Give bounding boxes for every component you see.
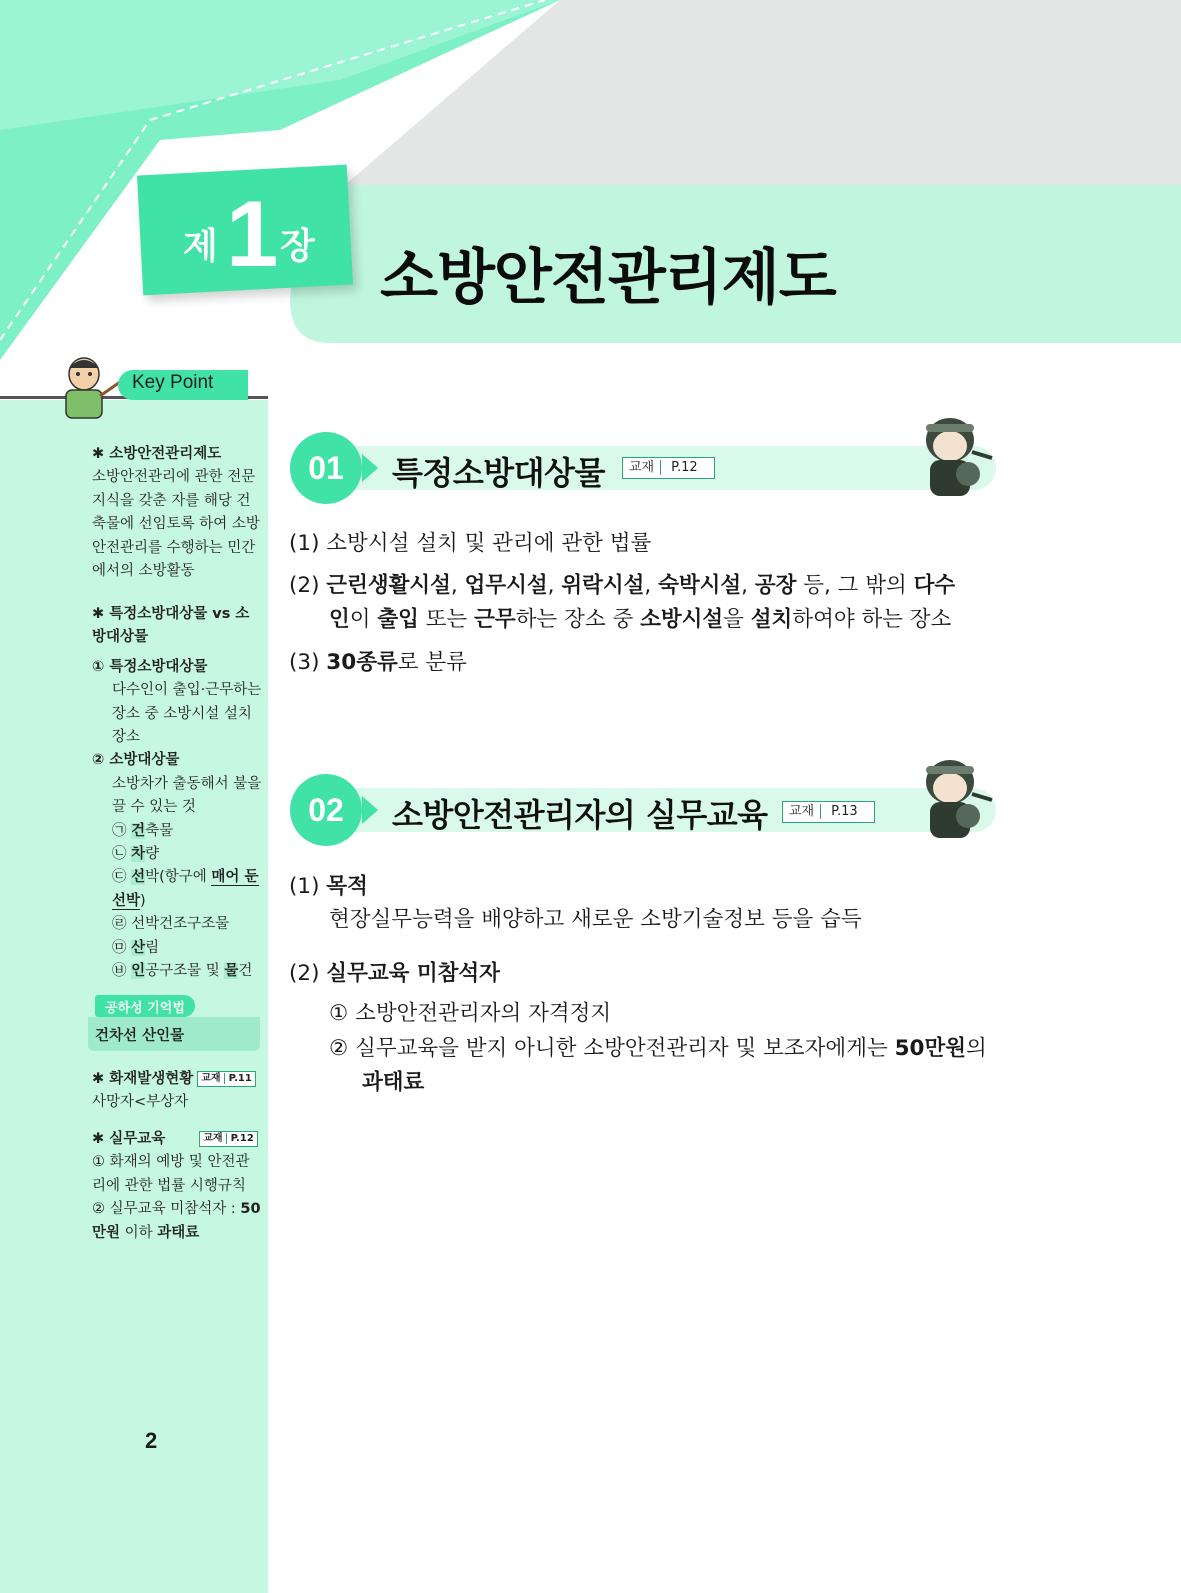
list-item: ㉠ 건축물 — [112, 822, 174, 839]
chapter-title: 소방안전관리제도 — [380, 243, 836, 313]
sidebar-heading: ✱ 화재발생현황 교재 P.11 — [92, 1068, 262, 1091]
section-number: 01 — [290, 432, 362, 504]
teacher-character-icon — [52, 352, 122, 422]
sidebar-item-text: 소방차가 출동해서 불을 끌 수 있는 것 — [112, 775, 262, 816]
list-item: ㉥ 인공구조물 및 물건 — [112, 963, 253, 980]
sidebar-block-training — [92, 1128, 262, 1245]
paragraph: (1) 소방시설 설치 및 관리에 관한 법률 — [289, 531, 652, 556]
sidebar-item-text: 다수인이 출입·근무하는 장소 중 소방시설 설치장소 — [112, 682, 262, 746]
list-item-continuation: 과태료 — [362, 1070, 425, 1095]
list-item: ㉡ 차량 — [112, 846, 160, 863]
textbook-ref-tag: 교재 P.11 — [197, 1071, 256, 1087]
chapter-number: 1 — [226, 181, 279, 286]
section-title: 특정소방대상물 — [392, 454, 605, 492]
list-item: ㉤ 산림 — [112, 939, 160, 956]
list-item: ② 실무교육을 받지 아니한 소방안전관리자 및 보조자에게는 50만원의 — [329, 1036, 987, 1061]
textbook-ref-tag: 교재 P.13 — [782, 801, 875, 823]
list-item: ① 소방안전관리자의 자격정지 — [329, 1001, 612, 1026]
section-title: 소방안전관리자의 실무교육 — [392, 796, 768, 834]
sidebar-item-title: ① 특정소방대상물 — [92, 658, 208, 675]
sidebar-block-management — [92, 443, 262, 583]
chevron-right-icon — [362, 796, 378, 824]
textbook-ref-tag: 교재 P.12 — [622, 457, 715, 479]
chapter-suffix: 장 — [280, 226, 315, 267]
paragraph: (2) 근린생활시설, 업무시설, 위락시설, 숙박시설, 공장 등, 그 밖의 다수 — [289, 573, 956, 598]
sidebar-item-title: ② 소방대상물 — [92, 752, 180, 769]
paragraph: 현장실무능력을 배양하고 새로운 소방기술정보 등을 습득 — [329, 907, 862, 932]
sidebar-heading: ✱ 실무교육 교재 P.12 — [92, 1128, 262, 1151]
paragraph: (3) 30종류로 분류 — [289, 650, 467, 675]
list-item: ㉣ 선박건조구조물 — [112, 916, 230, 933]
chapter-prefix: 제 — [183, 226, 218, 267]
subheading: (1) 목적 — [289, 874, 368, 899]
sidebar-text: ② 실무교육 미참석자 : 50만원 이하 과태료 — [92, 1201, 261, 1241]
sidebar-block-fire-status — [92, 1068, 262, 1115]
sidebar-text: 소방안전관리에 관한 전문 지식을 갖춘 자를 해당 건축물에 선임토록 하여 소방안전관리를 수행하는 민간에서의 소방활동 — [92, 469, 260, 580]
keypoint-label: Key Point — [132, 372, 214, 393]
firefighter-character-icon — [920, 412, 996, 498]
sidebar-heading: ✱ 특정소방대상물 vs 소방대상물 — [92, 606, 250, 646]
subheading: (2) 실무교육 미참석자 — [289, 961, 500, 986]
sidebar-block-objects — [92, 603, 262, 984]
sidebar-text: 사망자<부상자 — [92, 1094, 189, 1111]
memo-text: 건차선 산인물 — [95, 1028, 185, 1044]
page-number: 2 — [145, 1428, 158, 1453]
section-number: 02 — [290, 774, 362, 846]
sidebar-text: ① 화재의 예방 및 안전관리에 관한 법률 시행규칙 — [92, 1154, 250, 1194]
list-item: ㉢ 선박(항구에 매어 둔 선박) — [112, 869, 259, 909]
chevron-right-icon — [362, 454, 378, 482]
sidebar-heading: ✱ 소방안전관리제도 — [92, 446, 222, 462]
textbook-ref-tag: 교재 P.12 — [199, 1131, 258, 1147]
paragraph: 인이 출입 또는 근무하는 장소 중 소방시설을 설치하여야 하는 장소 — [329, 607, 952, 632]
memo-label: 공하성 기억법 — [105, 1001, 185, 1016]
firefighter-character-icon — [920, 754, 996, 840]
